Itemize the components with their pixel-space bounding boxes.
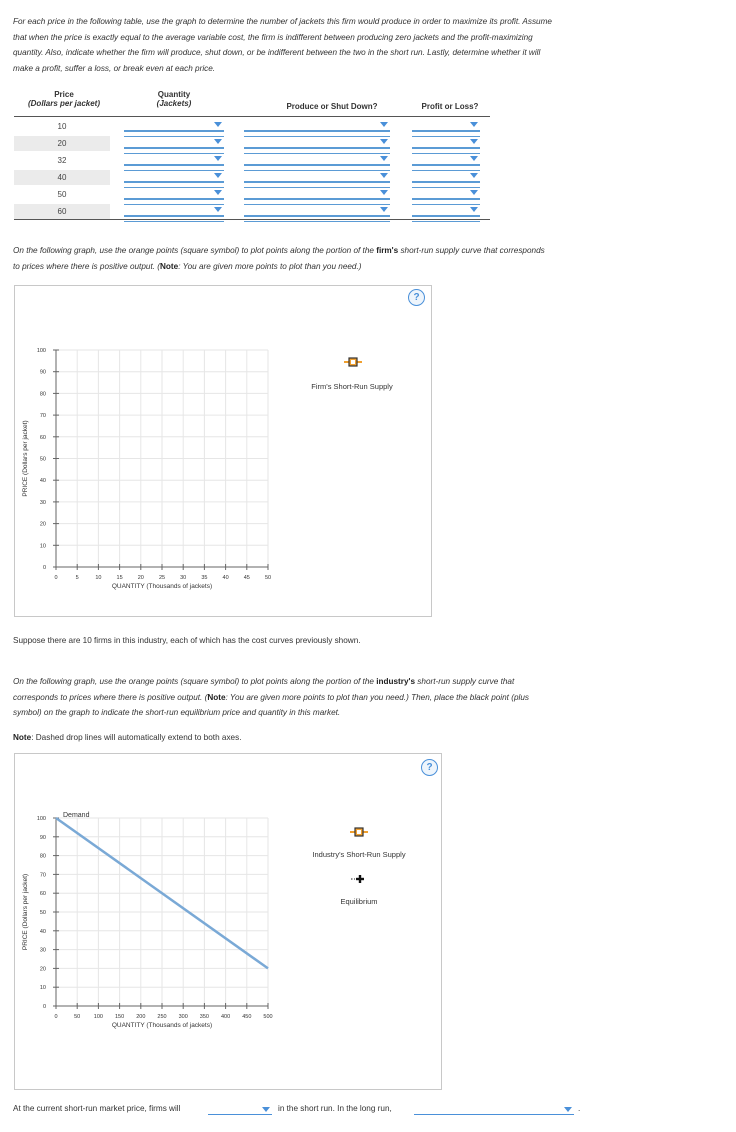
produce-header: Produce or Shut Down? [286,102,378,111]
produce-dropdown[interactable] [244,119,390,132]
graph1-instructions: On the following graph, use the orange points (square symbol) to plot points along the portion of the firm's short-run supply curve that corresponds to prices where there is positive output. (Note: You are given more points to plot than you need.) [13,246,545,271]
x-tick-label: 15 [116,575,123,581]
help-icon[interactable]: ? [408,289,425,306]
y-tick-label: 60 [39,891,46,898]
y-tick-label: 30 [39,499,46,506]
price-cell: 32 [57,156,67,165]
profit-dropdown[interactable] [412,153,480,166]
firm-supply-legend-label: Firm's Short-Run Supply [311,382,393,391]
produce-dropdown[interactable] [244,170,390,183]
firm-supply-graph-panel [14,285,432,617]
chevron-down-icon [214,173,222,178]
quantity-dropdown[interactable] [124,119,224,132]
profit-dropdown[interactable] [412,204,480,217]
produce-dropdown[interactable] [244,187,390,200]
y-tick-label: 40 [39,928,46,935]
x-tick-label: 250 [157,1014,167,1020]
quantity-dropdown[interactable] [124,170,224,183]
price-cell: 10 [57,122,67,131]
price-cell: 40 [57,173,67,182]
x-tick-label: 500 [263,1014,273,1020]
profit-dropdown[interactable] [412,136,480,149]
profit-header: Profit or Loss? [421,102,479,111]
quantity-dropdown[interactable] [124,187,224,200]
industry-supply-graph-panel [14,753,442,1090]
demand-label: Demand [63,812,90,819]
y-tick-label: 70 [39,872,46,879]
price-header: Price (Dollars per jacket) [27,90,101,108]
intro-line: make a profit, suffer a loss, or break even at each price. [13,63,216,73]
y-axis-label: PRICE (Dollars per jacket) [22,420,29,497]
bottom-period: . [578,1104,581,1113]
chevron-down-icon [380,139,388,144]
x-tick-label: 40 [222,575,229,581]
x-tick-label: 300 [178,1014,188,1020]
table-bottom-rule [14,219,490,220]
chevron-down-icon [214,139,222,144]
y-tick-label: 20 [39,521,46,528]
x-tick-label: 10 [95,575,102,581]
profit-dropdown[interactable] [412,119,480,132]
x-tick-label: 50 [264,575,272,581]
price-cell: 60 [57,207,67,216]
x-tick-label: 0 [54,575,58,581]
price-cell: 50 [57,190,67,199]
x-tick-label: 350 [199,1014,209,1020]
help-icon[interactable]: ? [421,759,438,776]
equilibrium-legend-label: Equilibrium [340,897,378,906]
x-tick-label: 25 [158,575,166,581]
y-tick-label: 10 [39,543,46,550]
bottom-text-1: At the current short-run market price, firms will [13,1104,181,1113]
x-tick-label: 450 [242,1014,252,1020]
chevron-down-icon [214,207,222,212]
y-tick-label: 100 [36,348,46,354]
chevron-down-icon [470,156,478,161]
x-tick-label: 50 [74,1014,81,1020]
chevron-down-icon [214,156,222,161]
table-header-rule [14,116,490,117]
chevron-down-icon [470,122,478,127]
y-tick-label: 40 [39,478,46,485]
dropdown-underline [124,221,224,222]
industry-supply-legend-marker-inner [357,830,361,834]
market-price-dropdown[interactable] [208,1104,272,1115]
y-tick-label: 0 [42,1004,46,1010]
chevron-down-icon [380,173,388,178]
dropdown-underline [244,221,390,222]
intro-text [13,14,552,76]
produce-dropdown[interactable] [244,204,390,217]
chevron-down-icon [262,1107,270,1112]
x-tick-label: 100 [93,1014,103,1020]
x-axis-label: QUANTITY (Thousands of jackets) [111,1022,213,1029]
produce-dropdown[interactable] [244,136,390,149]
intro-line: For each price in the following table, use the graph to determine the number of jackets this firm would produce in order to maximize its profit. Assume [13,17,552,26]
chevron-down-icon [470,173,478,178]
industry-supply-legend-label: Industry's Short-Run Supply [312,850,406,859]
chevron-down-icon [470,207,478,212]
y-tick-label: 60 [39,434,46,441]
profit-dropdown[interactable] [412,170,480,183]
y-tick-label: 80 [39,853,46,860]
produce-dropdown[interactable] [244,153,390,166]
quantity-header: Quantity (Jackets) [156,90,192,108]
y-tick-label: 80 [39,391,46,398]
y-tick-label: 90 [39,834,46,841]
x-tick-label: 30 [180,575,187,581]
price-cell: 20 [57,139,67,148]
x-tick-label: 200 [136,1014,146,1020]
graph2-instructions: On the following graph, use the orange points (square symbol) to plot points along the portion of the industry's short-run supply curve that corresponds to prices where there is positive output. (Note: You are given more points to plot than you need.) Then, place the black point (plus symbol) on the graph to indicate the short-run equilibrium price and quantity in this market. [13,677,529,717]
profit-dropdown[interactable] [412,187,480,200]
dropdown-underline [412,221,480,222]
x-tick-label: 35 [201,575,208,581]
chevron-down-icon [470,190,478,195]
chevron-down-icon [214,190,222,195]
chevron-down-icon [214,122,222,127]
y-tick-label: 20 [39,966,46,973]
x-tick-label: 150 [115,1014,125,1020]
quantity-dropdown[interactable] [124,136,224,149]
drop-lines-note: Note: Dashed drop lines will automatically extend to both axes. [13,733,242,742]
y-tick-label: 0 [42,565,46,571]
x-tick-label: 400 [221,1014,231,1020]
y-tick-label: 100 [36,816,46,822]
intro-line: that when the price is exactly equal to the average variable cost, the firm is indifferent between producing zero jackets and the profit-maximizing [13,32,533,42]
x-tick-label: 0 [54,1014,58,1020]
suppose-text: Suppose there are 10 firms in this industry, each of which has the cost curves previously shown. [13,636,361,645]
chevron-down-icon [380,190,388,195]
chevron-down-icon [564,1107,572,1112]
quantity-dropdown[interactable] [124,153,224,166]
chevron-down-icon [380,156,388,161]
y-tick-label: 90 [39,369,46,376]
industry-supply-chart[interactable] [15,754,441,1089]
y-tick-label: 10 [39,985,46,992]
y-tick-label: 50 [39,910,46,916]
bottom-text-2: in the short run. In the long run, [278,1104,392,1113]
y-tick-label: 70 [39,413,46,420]
x-tick-label: 20 [137,575,144,581]
firm-supply-legend-marker-inner [351,360,355,364]
quantity-dropdown[interactable] [124,204,224,217]
y-axis-label: PRICE (Dollars per jacket) [22,873,29,951]
y-tick-label: 50 [39,456,46,463]
long-run-dropdown[interactable] [414,1104,574,1115]
chevron-down-icon [470,139,478,144]
x-tick-label: 5 [75,575,79,581]
x-tick-label: 45 [243,575,250,581]
chevron-down-icon [380,122,388,127]
y-tick-label: 30 [39,947,46,954]
x-axis-label: QUANTITY (Thousands of jackets) [111,583,213,590]
chevron-down-icon [380,207,388,212]
firm-supply-chart[interactable] [15,286,431,616]
intro-line: quantity. Also, indicate whether the firm will produce, shut down, or be indifferent between the two in the short run. Lastly, determine whether it will [13,48,541,57]
